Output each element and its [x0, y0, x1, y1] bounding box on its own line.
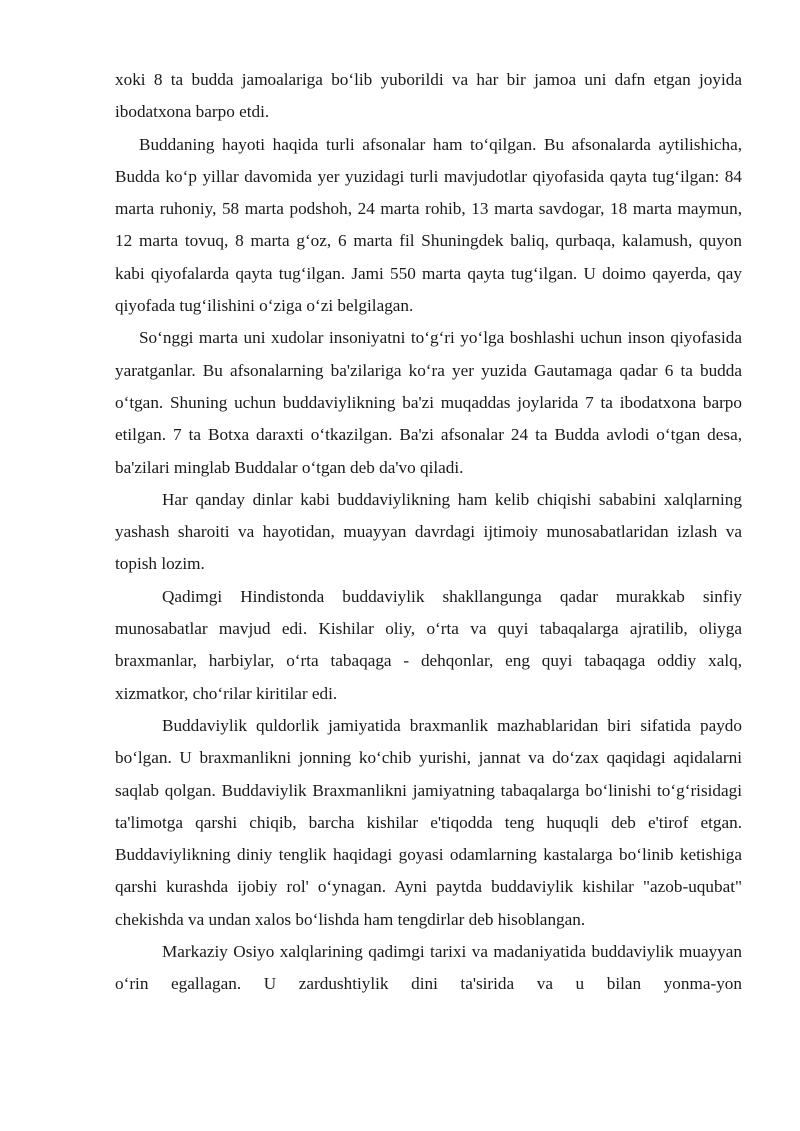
paragraph-3: So‘nggi marta uni xudolar insoniyatni to‘g‘ri yo‘lga boshlashi uchun inson qiyofasida yaratganlar. Bu afsonalarning ba'zilariga ko‘ra yer yuzida Gautamaga qadar 6 ta budda o‘tgan. Shuning uchun buddaviylikning ba'zi muqaddas joylarida 7 ta ibodatxona barpo etilgan. 7 ta Botxa daraxti o‘tkazilgan. Ba'zi afsonalar 24 ta Budda avlodi o‘tgan desa, ba'zilari minglab Buddalar o‘tgan deb da'vo qiladi.	[115, 328, 742, 477]
paragraph-4: Har qanday dinlar kabi buddaviylikning ham kelib chiqishi sababini xalqlarning yashash sharoiti va hayotidan, muayyan davrdagi ijtimoiy munosabatlaridan izlash va topish lozim.	[115, 489, 742, 574]
document-page	[115, 64, 742, 1001]
paragraph-5: Qadimgi Hindistonda buddaviylik shakllangunga qadar murakkab sinfiy munosabatlar mavjud edi. Kishilar oliy, o‘rta va quyi tabaqalarga ajratilib, oliyga braxmanlar, harbiylar, o‘rta tabaqaga - dehqonlar, eng quyi tabaqaga oddiy xalq, xizmatkor, cho‘rilar kiritilar edi.	[115, 586, 742, 703]
paragraph-2: Buddaning hayoti haqida turli afsonalar ham to‘qilgan. Bu afsonalarda aytilishicha, Budda ko‘p yillar davomida yer yuzidagi turli mavjudotlar qiyofasida qayta tug‘ilgan: 84 marta ruhoniy, 58 marta podshoh, 24 marta rohib, 13 marta savdogar, 18 marta maymun, 12 marta tovuq, 8 marta g‘oz, 6 marta fil Shuningdek baliq, qurbaqa, kalamush, quyon kabi qiyofalarda qayta tug‘ilgan. Jami 550 marta qayta tug‘ilgan. U doimo qayerda, qay qiyofada tug‘ilishini o‘ziga o‘zi belgilagan.	[115, 134, 742, 316]
paragraph-6: Buddaviylik quldorlik jamiyatida braxmanlik mazhablaridan biri sifatida paydo bo‘lgan. U braxmanlikni jonning ko‘chib yurishi, jannat va do‘zax qaqidagi aqidalarni saqlab qolgan. Buddaviylik Braxmanlikni jamiyatning tabaqalarga bo‘linishi to‘g‘risidagi ta'limotga qarshi chiqib, barcha kishilar e'tiqodda teng huquqli deb e'tirof etgan. Buddaviylikning diniy tenglik haqidagi goyasi odamlarning kastalarga bo‘linib ketishiga qarshi kurashda ijobiy rol' o‘ynagan. Ayni paytda buddaviylik kishilar "azob-uqubat" chekishda va undan xalos bo‘lishda ham tengdirlar deb hisoblangan.	[115, 715, 742, 929]
paragraph-1: xoki 8 ta budda jamoalariga bo‘lib yuborildi va har bir jamoa uni dafn etgan joyida ibodatxona barpo etdi.	[115, 70, 742, 122]
paragraph-7: Markaziy Osiyo xalqlarining qadimgi tarixi va madaniyatida buddaviylik muayyan o‘rin egallagan. U zardushtiylik dini ta'sirida va u bilan yonma-yon	[115, 942, 742, 994]
